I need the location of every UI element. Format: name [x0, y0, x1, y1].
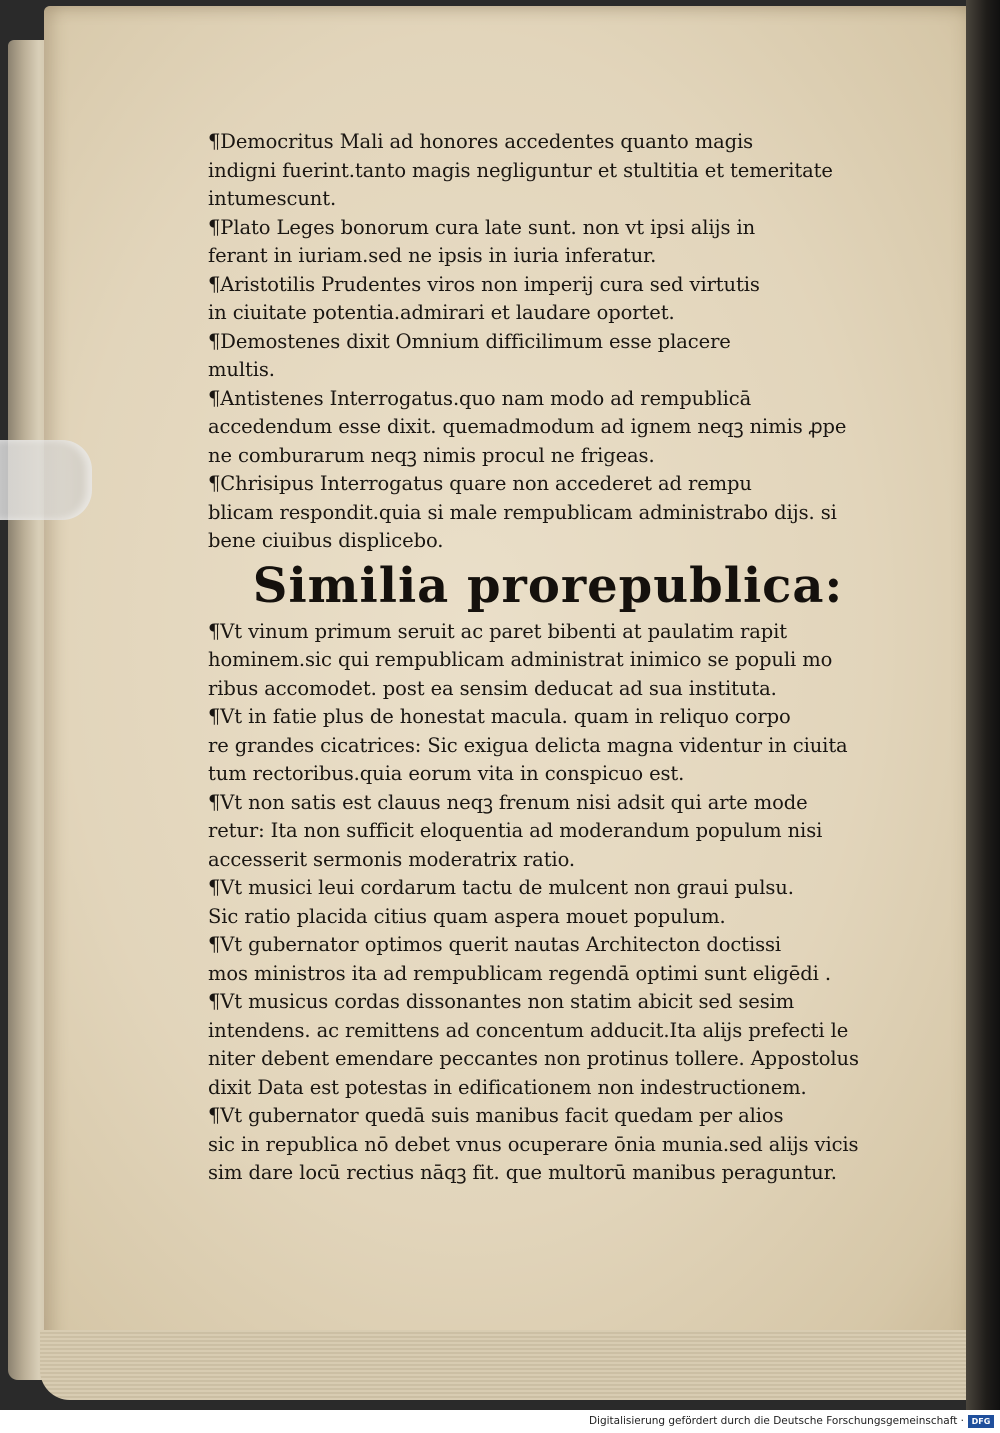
- text-line: ¶Chrisipus Interrogatus quare non accederet ad rempu: [208, 472, 752, 495]
- text-line: ¶Antistenes Interrogatus.quo nam modo ad rempublicā: [208, 386, 752, 410]
- dfg-logo: DFG: [968, 1415, 994, 1428]
- text-line: retur: Ita non sufficit eloquentia ad moderandum populum nisi: [208, 819, 823, 842]
- text-line: ¶Vt non satis est clauus neqꝫ frenum nisi adsit qui arte mode: [208, 790, 808, 814]
- text-line: ¶Democritus Mali ad honores accedentes quanto magis: [208, 130, 754, 153]
- paragraph: [208, 988, 888, 1102]
- text-line: mos ministros ita ad rempublicam regendā optimi sunt eligēdi .: [208, 961, 831, 985]
- paragraph: [208, 1102, 888, 1188]
- footer-bar: [0, 1410, 1000, 1433]
- text-line: tum rectoribus.quia eorum vita in conspicuo est.: [208, 762, 685, 785]
- text-line: Sic ratio placida citius quam aspera mouet populum.: [208, 904, 726, 928]
- text-line: ribus accomodet. post ea sensim deducat ad sua instituta.: [208, 676, 777, 700]
- book-spine-shadow: [966, 0, 1000, 1410]
- text-line: blicam respondit.quia si male rempublicam administrabo dijs. si: [208, 500, 837, 524]
- text-line: ¶Aristotilis Prudentes viros non imperij cura sed virtutis: [208, 272, 760, 296]
- text-line: re grandes cicatrices: Sic exigua delicta magna videntur in ciuita: [208, 733, 848, 757]
- paragraph: [208, 703, 888, 789]
- text-line: ¶Vt in fatie plus de honestat macula. quam in reliquo corpo: [208, 705, 791, 728]
- text-line: ¶Vt gubernator quedā suis manibus facit quedam per alios: [208, 1104, 784, 1127]
- text-line: ¶Demostenes dixit Omnium difficilimum esse placere: [208, 329, 731, 353]
- text-line: ¶Vt vinum primum seruit ac paret bibenti at paulatim rapit: [208, 619, 788, 643]
- text-line: bene ciuibus displicebo.: [208, 529, 444, 552]
- text-line: ¶Vt musicus cordas dissonantes non statim abicit sed sesim: [208, 990, 795, 1013]
- funding-credit: Digitalisierung gefördert durch die Deutsche Forschungsgemeinschaft ·: [588, 1415, 964, 1427]
- paragraph: [208, 271, 888, 328]
- text-line: sim dare locū rectius nāqꝫ fit. que multorū manibus peraguntur.: [208, 1161, 837, 1184]
- text-line: ¶Plato Leges bonorum cura late sunt. non vt ipsi alijs in: [208, 215, 756, 239]
- paragraph: [208, 214, 888, 271]
- paragraph: [208, 385, 888, 471]
- paragraph: [208, 931, 888, 988]
- paragraph: [208, 128, 888, 214]
- text-line: indigni fuerint.tanto magis negliguntur et stultitia et temeritate: [208, 158, 833, 182]
- text-line: intumescunt.: [208, 187, 337, 210]
- paragraph: [208, 328, 888, 385]
- text-line: ¶Vt gubernator optimos querit nautas Architecton doctissi: [208, 933, 782, 956]
- text-line: multis.: [208, 358, 275, 381]
- text-line: in ciuitate potentia.admirari et laudare oportet.: [208, 301, 675, 324]
- paragraph: [208, 789, 888, 875]
- text-line: sic in republica nō debet vnus ocuperare ōnia munia.sed alijs vicis: [208, 1132, 859, 1156]
- text-line: intendens. ac remittens ad concentum adducit.Ita alijs prefecti le: [208, 1018, 849, 1042]
- text-line: accedendum esse dixit. quemadmodum ad ignem neqꝫ nimis ꝓpe: [208, 415, 847, 438]
- text-line: ne comburarum neqꝫ nimis procul ne frigeas.: [208, 443, 655, 467]
- page-text: [208, 128, 888, 1188]
- section-heading: Similia prorepublica:: [252, 557, 844, 614]
- text-line: ¶Vt musici leui cordarum tactu de mulcent non graui pulsu.: [208, 876, 794, 899]
- paragraph: [208, 874, 888, 931]
- page-stack-bottom: [40, 1330, 990, 1400]
- similia-section: [208, 618, 888, 1188]
- paragraph: [208, 618, 888, 704]
- text-line: niter debent emendare peccantes non protinus tollere. Appostolus: [208, 1047, 859, 1070]
- text-line: hominem.sic qui rempublicam administrat inimico se populi mo: [208, 648, 833, 671]
- sayings-section: [208, 128, 888, 556]
- text-line: dixit Data est potestas in edificationem non indestructionem.: [208, 1075, 807, 1099]
- text-line: ferant in iuriam.sed ne ipsis in iuria inferatur.: [208, 244, 657, 267]
- bookmark-tab: [0, 440, 92, 520]
- paragraph: [208, 470, 888, 556]
- text-line: accesserit sermonis moderatrix ratio.: [208, 847, 575, 871]
